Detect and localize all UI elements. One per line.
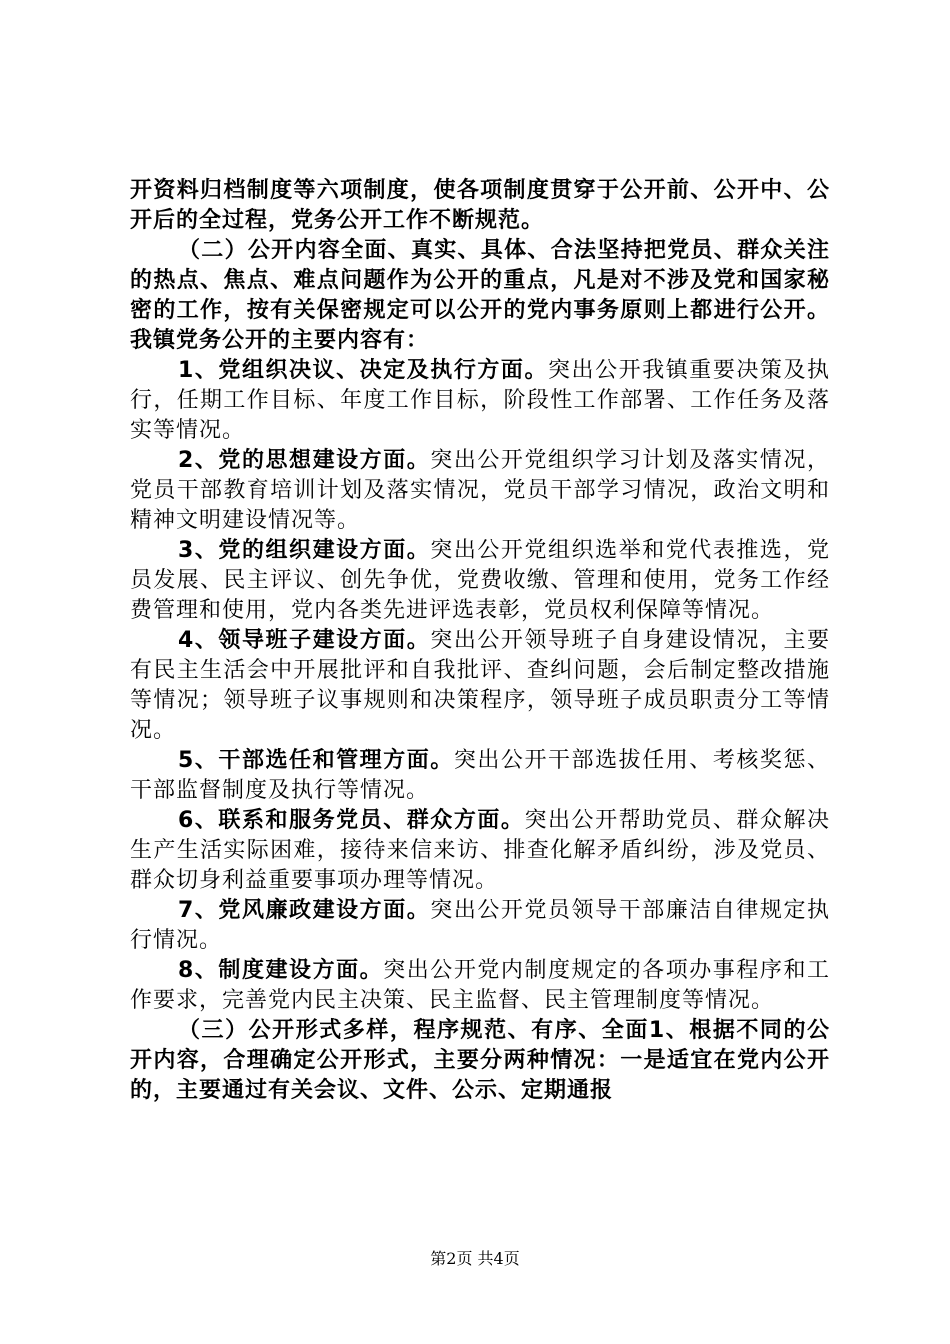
list-item-body: 突出公开我镇重要决策及执行，任期工作目标、年度工作目标，阶段性工作部署、工作任务及落实等情况。 [130, 358, 830, 443]
list-item [130, 806, 830, 896]
list-item [130, 956, 830, 1016]
list-item-body: 突出公开党组织学习计划及落实情况，党员干部教育培训计划及落实情况，党员干部学习情况，政治文明和精神文明建设情况等。 [130, 448, 830, 533]
document-body [130, 176, 830, 1106]
section-heading-three: （三）公开形式多样，程序规范、有序、全面1、根据不同的公开内容，合理确定公开形式，主要分两种情况：一是适宜在党内公开的，主要通过有关会议、文件、公示、定期通报 [130, 1018, 830, 1103]
list-item [130, 746, 830, 806]
list-item-title: 5、干部选任和管理方面。 [178, 748, 454, 773]
list-item [130, 626, 830, 746]
list-item-body: 突出公开党内制度规定的各项办事程序和工作要求，完善党内民主决策、民主监督、民主管理制度等情况。 [130, 958, 830, 1013]
list-item-title: 4、领导班子建设方面。 [178, 628, 431, 653]
list-item-title: 8、制度建设方面。 [178, 958, 384, 983]
section-heading-two: （二）公开内容全面、真实、具体、合法坚持把党员、群众关注的热点、焦点、难点问题作为公开的重点，凡是对不涉及党和国家秘密的工作，按有关保密规定可以公开的党内事务原则上都进行公开。我镇党务公开的主要内容有： [130, 238, 830, 353]
list-item [130, 896, 830, 956]
list-item-body: 突出公开党员领导干部廉洁自律规定执行情况。 [130, 898, 830, 953]
list-item [130, 446, 830, 536]
list-item-title: 3、党的组织建设方面。 [178, 538, 431, 563]
paragraph-continuation: 开资料归档制度等六项制度，使各项制度贯穿于公开前、公开中、公开后的全过程，党务公开工作不断规范。 [130, 178, 830, 233]
list-item-body: 突出公开领导班子自身建设情况，主要有民主生活会中开展批评和自我批评、查纠问题，会后制定整改措施等情况；领导班子议事规则和决策程序，领导班子成员职责分工等情况。 [130, 628, 830, 743]
list-item-title: 1、党组织决议、决定及执行方面。 [178, 358, 549, 383]
list-item-title: 7、党风廉政建设方面。 [178, 898, 431, 923]
list-item-title: 2、党的思想建设方面。 [178, 448, 431, 473]
list-item-body: 突出公开党组织选举和党代表推选，党员发展、民主评议、创先争优，党费收缴、管理和使用，党务工作经费管理和使用，党内各类先进评选表彰，党员权利保障等情况。 [130, 538, 830, 623]
page-footer: 第2页 共4页 [430, 1249, 520, 1268]
list-item-body: 突出公开干部选拔任用、考核奖惩、干部监督制度及执行等情况。 [130, 748, 830, 803]
list-item-title: 6、联系和服务党员、群众方面。 [178, 808, 525, 833]
list-item-body: 突出公开帮助党员、群众解决生产生活实际困难，接待来信来访、排查化解矛盾纠纷，涉及党员、群众切身利益重要事项办理等情况。 [130, 808, 830, 893]
list-item [130, 356, 830, 446]
list-item [130, 536, 830, 626]
